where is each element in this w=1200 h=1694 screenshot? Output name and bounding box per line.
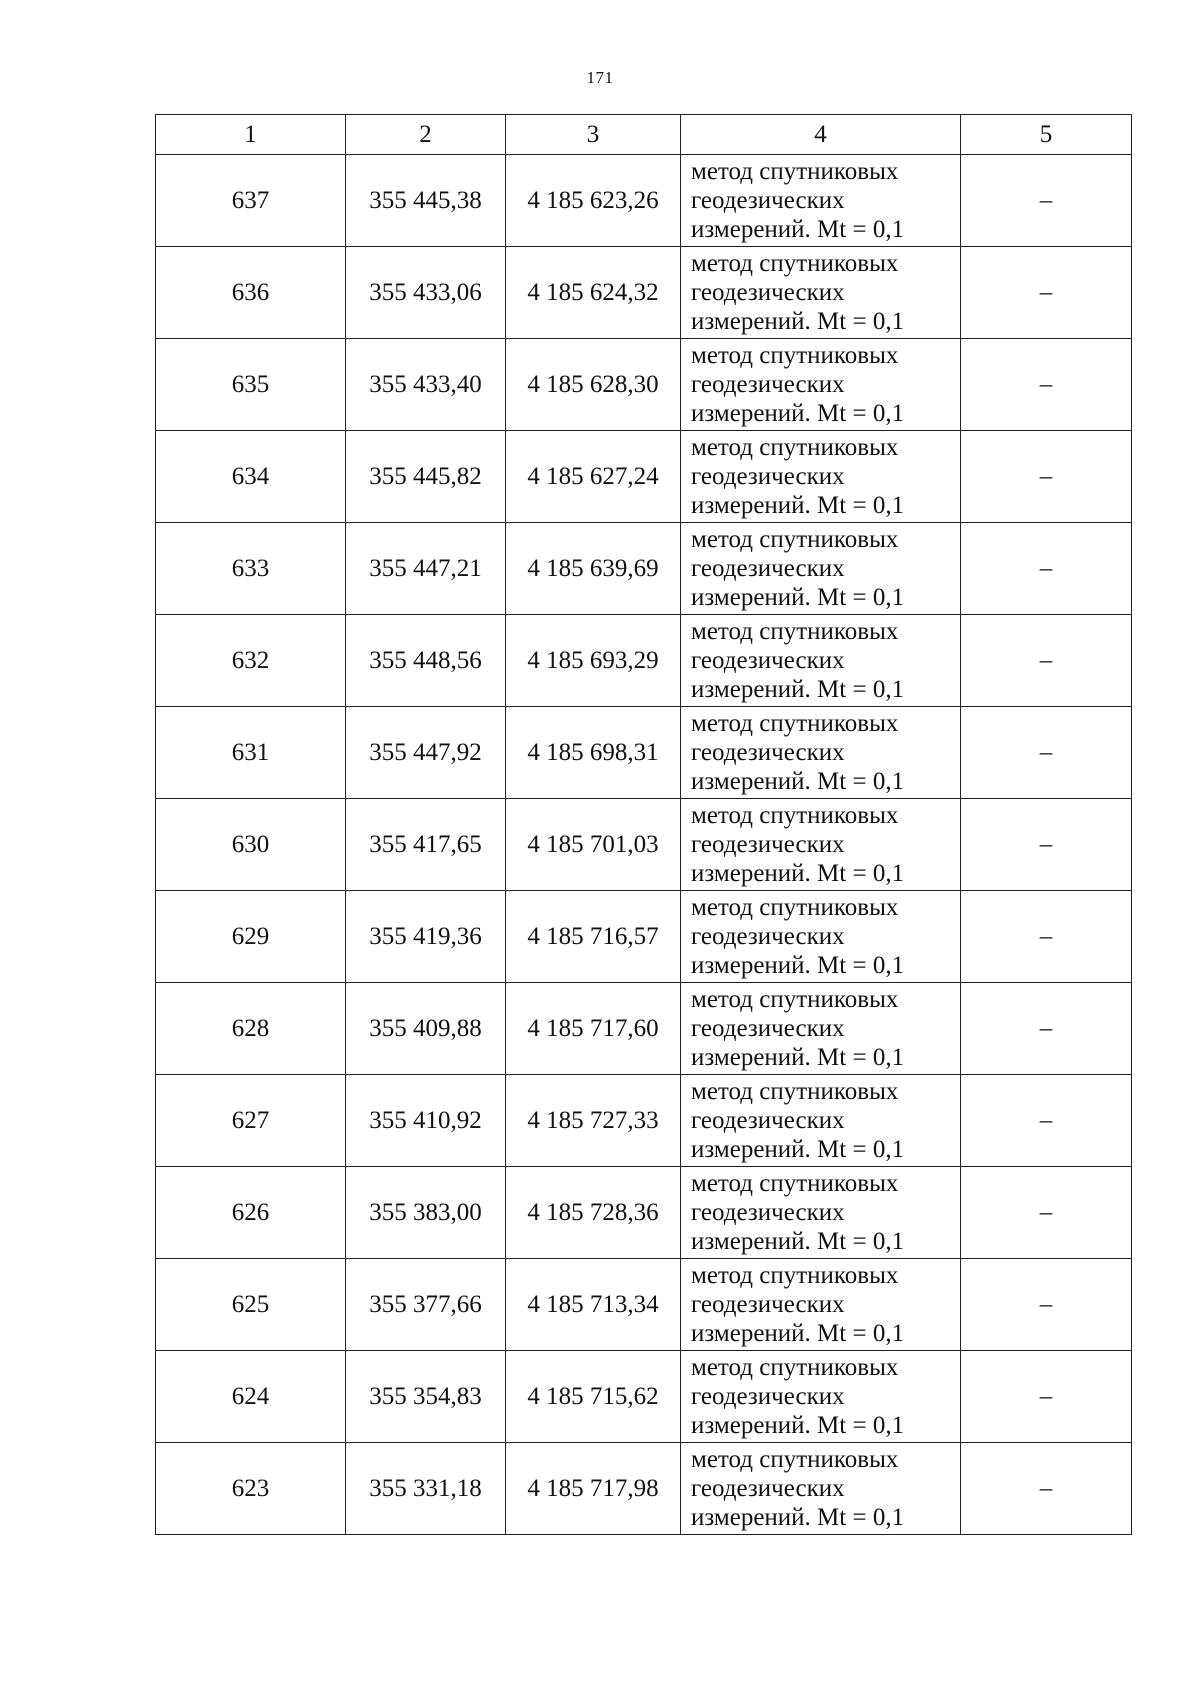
method-text-line: метод спутниковых [691,894,899,921]
y-coordinate-cell: 4 185 727,33 [506,1075,681,1167]
coordinates-table [155,114,1132,1535]
header-col-1: 1 [156,115,346,155]
method-text-line: метод спутниковых [691,342,899,369]
note-cell: – [961,707,1132,799]
method-text-line: метод спутниковых [691,710,899,737]
y-coordinate-cell: 4 185 698,31 [506,707,681,799]
table-row [156,707,1132,799]
point-number-cell: 635 [156,339,346,431]
point-number-cell: 630 [156,799,346,891]
note-cell: – [961,523,1132,615]
x-coordinate-cell: 355 433,40 [346,339,506,431]
method-text-line: геодезических [691,1383,845,1410]
point-number-cell: 627 [156,1075,346,1167]
method-text-line: метод спутниковых [691,1354,899,1381]
method-text-line: измерений. Mt = 0,1 [691,1412,905,1439]
x-coordinate-cell: 355 331,18 [346,1443,506,1535]
point-number-cell: 629 [156,891,346,983]
y-coordinate-cell: 4 185 717,98 [506,1443,681,1535]
method-text-line: метод спутниковых [691,986,899,1013]
method-text-line: геодезических [691,1291,845,1318]
x-coordinate-cell: 355 447,21 [346,523,506,615]
method-text-line: измерений. Mt = 0,1 [691,492,905,519]
table-row [156,891,1132,983]
table-row [156,1167,1132,1259]
point-number-cell: 633 [156,523,346,615]
table-row [156,1351,1132,1443]
method-cell [681,431,961,523]
method-text-line: метод спутниковых [691,526,899,553]
method-cell [681,983,961,1075]
method-cell [681,1351,961,1443]
method-cell [681,1075,961,1167]
method-text-line: геодезических [691,1015,845,1042]
page-number: 171 [586,68,614,87]
y-coordinate-cell: 4 185 627,24 [506,431,681,523]
method-cell [681,339,961,431]
method-cell [681,707,961,799]
y-coordinate-cell: 4 185 728,36 [506,1167,681,1259]
method-cell [681,891,961,983]
x-coordinate-cell: 355 377,66 [346,1259,506,1351]
x-coordinate-cell: 355 445,82 [346,431,506,523]
x-coordinate-cell: 355 383,00 [346,1167,506,1259]
point-number-cell: 626 [156,1167,346,1259]
header-col-2: 2 [346,115,506,155]
method-cell [681,615,961,707]
table-row [156,339,1132,431]
method-text-line: метод спутниковых [691,250,899,277]
x-coordinate-cell: 355 417,65 [346,799,506,891]
method-cell [681,523,961,615]
note-cell: – [961,339,1132,431]
method-cell [681,1167,961,1259]
note-cell: – [961,983,1132,1075]
method-text-line: измерений. Mt = 0,1 [691,952,905,979]
method-text-line: метод спутниковых [691,1262,899,1289]
point-number-cell: 632 [156,615,346,707]
note-cell: – [961,1351,1132,1443]
point-number-cell: 625 [156,1259,346,1351]
y-coordinate-cell: 4 185 639,69 [506,523,681,615]
note-cell: – [961,615,1132,707]
note-cell: – [961,1167,1132,1259]
y-coordinate-cell: 4 185 713,34 [506,1259,681,1351]
table-row [156,523,1132,615]
method-text-line: метод спутниковых [691,1170,899,1197]
x-coordinate-cell: 355 447,92 [346,707,506,799]
table-row [156,615,1132,707]
table-row [156,1259,1132,1351]
table-row [156,983,1132,1075]
point-number-cell: 637 [156,155,346,247]
point-number-cell: 623 [156,1443,346,1535]
table-row [156,1443,1132,1535]
method-text-line: метод спутниковых [691,618,899,645]
table-body [156,155,1132,1535]
header-col-3: 3 [506,115,681,155]
method-text-line: измерений. Mt = 0,1 [691,1136,905,1163]
method-text-line: геодезических [691,1107,845,1134]
method-cell [681,247,961,339]
method-text-line: измерений. Mt = 0,1 [691,768,905,795]
y-coordinate-cell: 4 185 624,32 [506,247,681,339]
table-row [156,799,1132,891]
note-cell: – [961,1443,1132,1535]
method-text-line: метод спутниковых [691,1446,899,1473]
x-coordinate-cell: 355 410,92 [346,1075,506,1167]
method-text-line: измерений. Mt = 0,1 [691,308,905,335]
method-cell [681,1259,961,1351]
point-number-cell: 631 [156,707,346,799]
point-number-cell: 624 [156,1351,346,1443]
method-text-line: измерений. Mt = 0,1 [691,1228,905,1255]
method-cell [681,1443,961,1535]
header-col-4: 4 [681,115,961,155]
method-text-line: метод спутниковых [691,1078,899,1105]
note-cell: – [961,247,1132,339]
note-cell: – [961,891,1132,983]
method-text-line: геодезических [691,371,845,398]
x-coordinate-cell: 355 419,36 [346,891,506,983]
note-cell: – [961,1075,1132,1167]
note-cell: – [961,431,1132,523]
point-number-cell: 628 [156,983,346,1075]
table-row [156,431,1132,523]
x-coordinate-cell: 355 445,38 [346,155,506,247]
method-text-line: геодезических [691,739,845,766]
y-coordinate-cell: 4 185 717,60 [506,983,681,1075]
method-text-line: метод спутниковых [691,158,899,185]
method-text-line: геодезических [691,187,845,214]
method-cell [681,155,961,247]
method-text-line: метод спутниковых [691,802,899,829]
method-text-line: геодезических [691,647,845,674]
x-coordinate-cell: 355 354,83 [346,1351,506,1443]
method-text-line: геодезических [691,831,845,858]
method-text-line: измерений. Mt = 0,1 [691,584,905,611]
method-text-line: измерений. Mt = 0,1 [691,1044,905,1071]
point-number-cell: 636 [156,247,346,339]
method-text-line: измерений. Mt = 0,1 [691,1320,905,1347]
method-text-line: метод спутниковых [691,434,899,461]
method-text-line: геодезических [691,923,845,950]
y-coordinate-cell: 4 185 693,29 [506,615,681,707]
method-text-line: измерений. Mt = 0,1 [691,1504,905,1531]
method-text-line: геодезических [691,463,845,490]
method-text-line: геодезических [691,1475,845,1502]
header-col-5: 5 [961,115,1132,155]
table-row [156,155,1132,247]
note-cell: – [961,1259,1132,1351]
point-number-cell: 634 [156,431,346,523]
method-text-line: измерений. Mt = 0,1 [691,216,905,243]
method-text-line: геодезических [691,1199,845,1226]
x-coordinate-cell: 355 409,88 [346,983,506,1075]
method-text-line: геодезических [691,555,845,582]
y-coordinate-cell: 4 185 628,30 [506,339,681,431]
y-coordinate-cell: 4 185 701,03 [506,799,681,891]
method-text-line: измерений. Mt = 0,1 [691,400,905,427]
note-cell: – [961,155,1132,247]
method-cell [681,799,961,891]
y-coordinate-cell: 4 185 715,62 [506,1351,681,1443]
method-text-line: измерений. Mt = 0,1 [691,860,905,887]
method-text-line: измерений. Mt = 0,1 [691,676,905,703]
x-coordinate-cell: 355 448,56 [346,615,506,707]
y-coordinate-cell: 4 185 623,26 [506,155,681,247]
x-coordinate-cell: 355 433,06 [346,247,506,339]
table-row [156,247,1132,339]
note-cell: – [961,799,1132,891]
table-header-row [156,115,1132,155]
method-text-line: геодезических [691,279,845,306]
table-row [156,1075,1132,1167]
y-coordinate-cell: 4 185 716,57 [506,891,681,983]
